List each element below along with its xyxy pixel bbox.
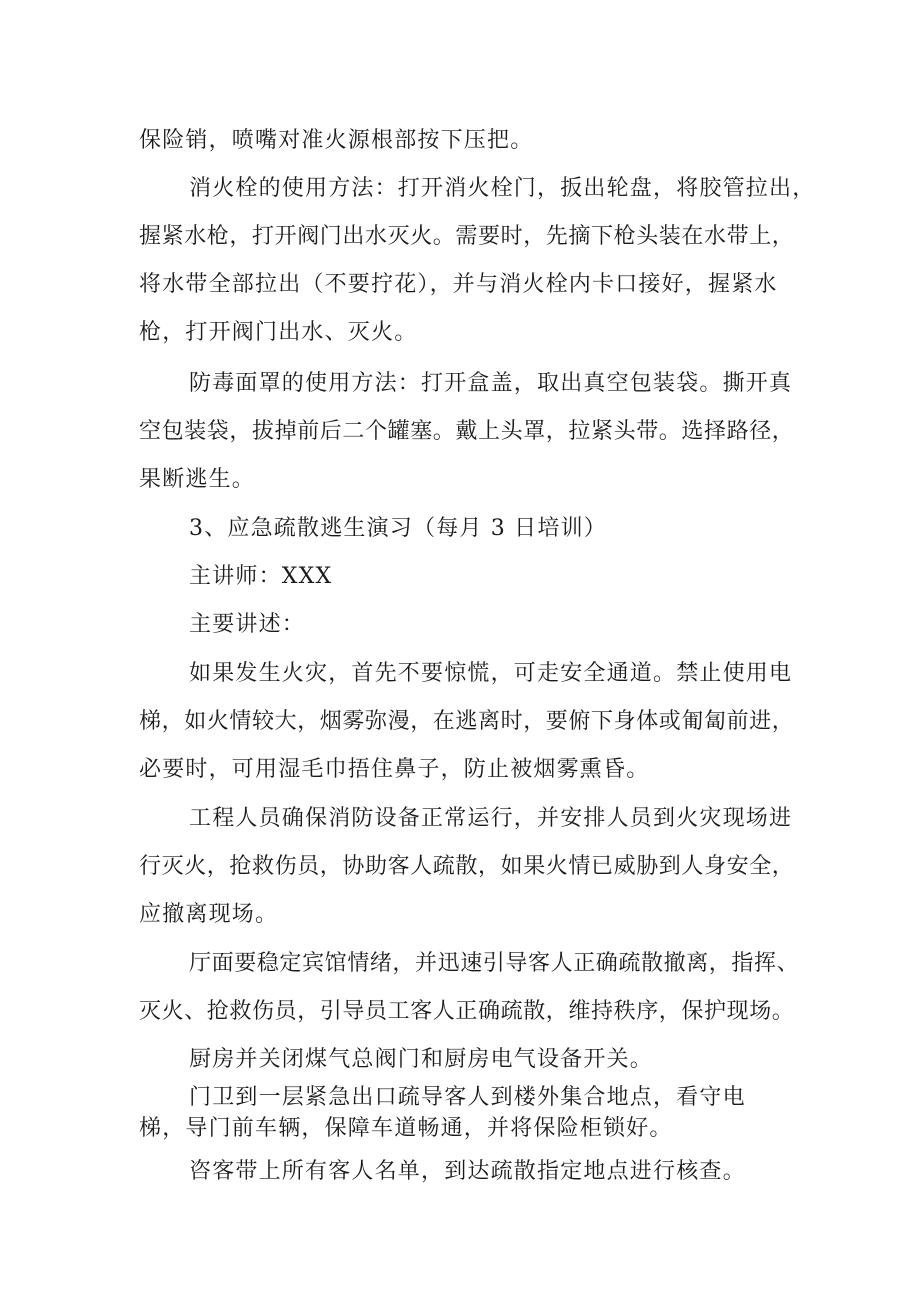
text-line: 3、应急疏散逃生演习（每月 3 日培训） [189, 516, 607, 541]
text-line: 主讲师：XXX [189, 564, 333, 589]
text-line: 枪，打开阀门出水、灭火。 [139, 320, 418, 345]
text-line: 梯，如火情较大，烟雾弥漫，在逃离时，要俯下身体或匍匐前进， [139, 709, 795, 734]
text-line: 必要时，可用湿毛巾捂住鼻子，防止被烟雾熏昏。 [139, 757, 650, 782]
text-line: 行灭火，抢救伤员，协助客人疏散，如果火情已威胁到人身安全， [139, 854, 795, 879]
text-line: 应撤离现场。 [139, 902, 279, 927]
text-line: 如果发生火灾，首先不要惊慌，可走安全通道。禁止使用电 [189, 661, 793, 686]
text-line: 防毒面罩的使用方法：打开盒盖，取出真空包装袋。撕开真 [189, 371, 793, 396]
text-line: 厅面要稳定宾馆情绪，并迅速引导客人正确疏散撤离，指挥、 [189, 951, 800, 976]
text-line: 保险销，喷嘴对准火源根部按下压把。 [139, 128, 534, 153]
text-line: 门卫到一层紧急出口疏导客人到楼外集合地点，看守电 [189, 1085, 746, 1110]
text-line: 灭火、抢救伤员，引导员工客人正确疏散，维持秩序，保护现场。 [139, 999, 795, 1024]
text-line: 厨房并关闭煤气总阀门和厨房电气设备开关。 [189, 1047, 654, 1072]
text-line: 消火栓的使用方法：打开消火栓门，扳出轮盘，将胶管拉出， [189, 176, 816, 201]
text-line: 果断逃生。 [139, 467, 256, 492]
text-line: 咨客带上所有客人名单，到达疏散指定地点进行核查。 [189, 1159, 746, 1184]
text-line: 梯，导门前车辆，保障车道畅通，并将保险柜锁好。 [139, 1116, 673, 1141]
text-line: 空包装袋，拔掉前后二个罐塞。戴上头罩，拉紧头带。选择路径， [139, 419, 795, 444]
text-line: 工程人员确保消防设备正常运行，并安排人员到火灾现场进 [189, 806, 793, 831]
text-line: 握紧水枪，打开阀门出水灭火。需要时，先摘下枪头装在水带上， [139, 224, 795, 249]
text-line: 主要讲述： [189, 612, 306, 637]
text-line: 将水带全部拉出（不要拧花），并与消火栓内卡口接好，握紧水 [139, 272, 778, 297]
